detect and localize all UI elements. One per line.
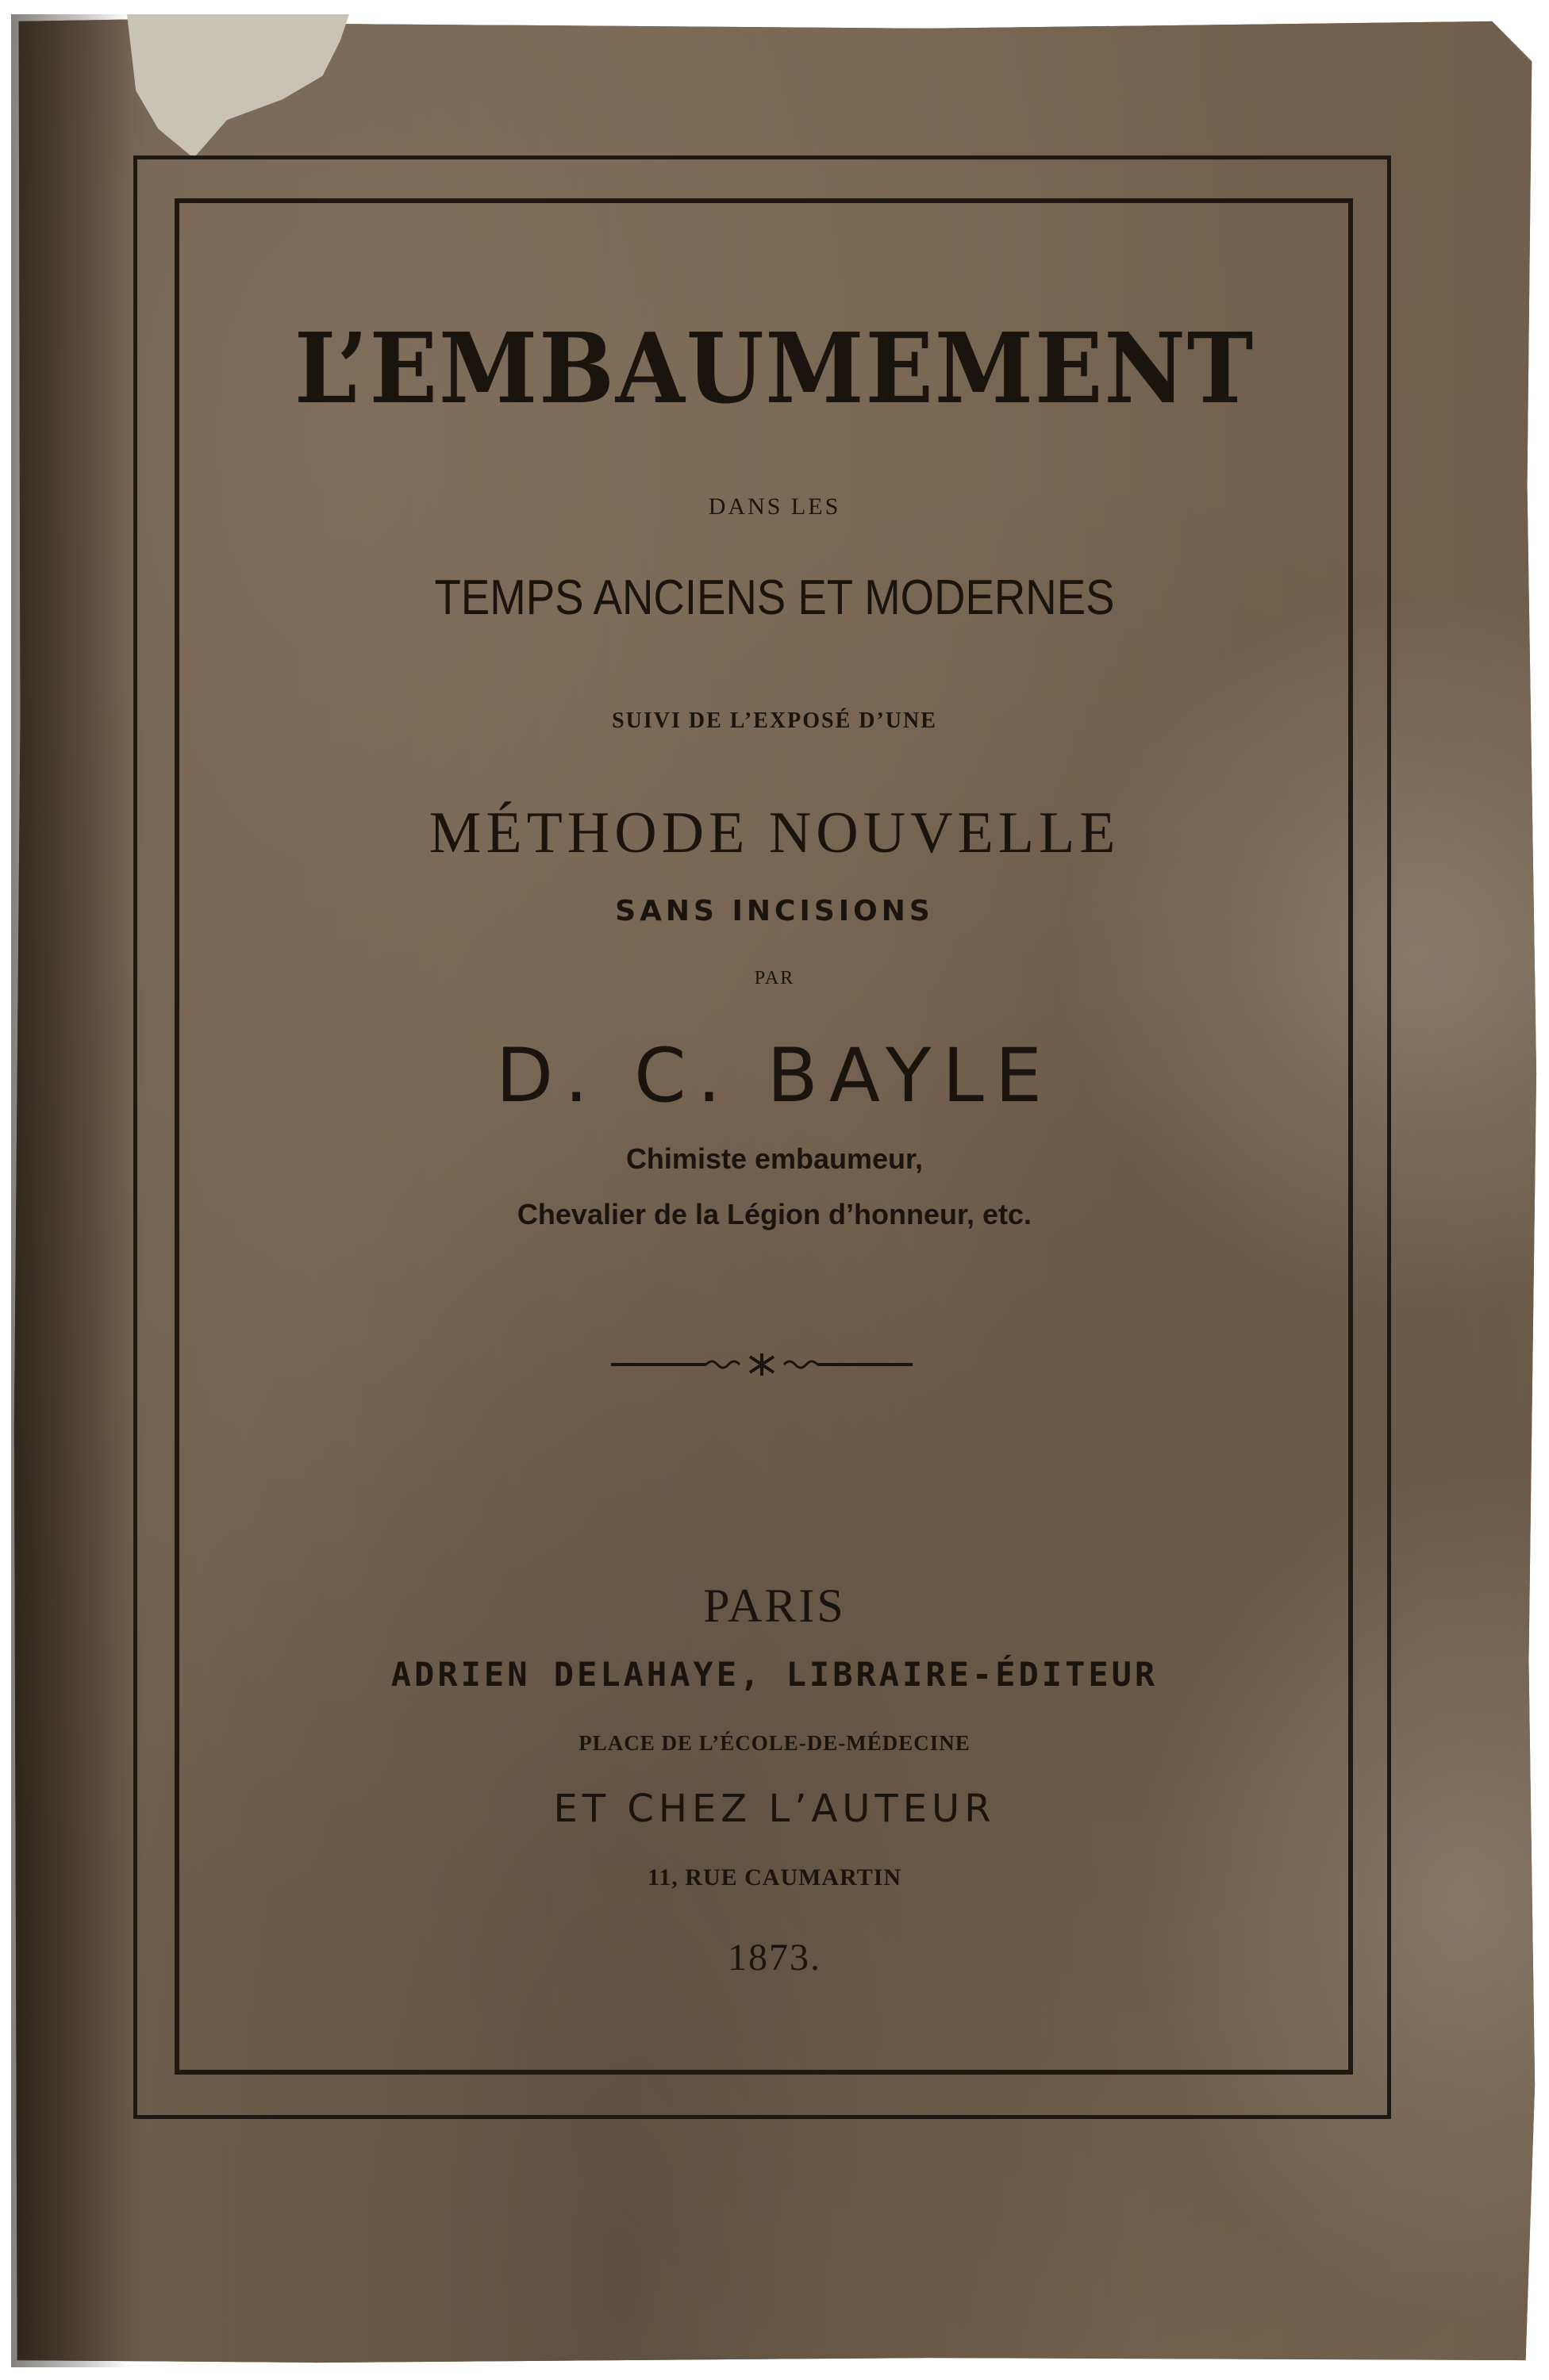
publication-year: 1873. xyxy=(728,1937,821,1979)
subtitle-suivi: SUIVI DE L’EXPOSÉ D’UNE xyxy=(612,708,937,733)
subtitle-dans-les: DANS LES xyxy=(708,493,841,520)
book-title: L’EMBAUMEMENT xyxy=(294,311,1255,425)
author-address: 11, RUE CAUMARTIN xyxy=(647,1864,902,1891)
ornament-divider xyxy=(603,1349,921,1380)
subtitle-methode: MÉTHODE NOUVELLE xyxy=(429,800,1120,866)
author-name: D. C. BAYLE xyxy=(495,1033,1054,1119)
also-at-author: ET CHEZ L’AUTEUR xyxy=(553,1787,996,1831)
publication-city: PARIS xyxy=(703,1580,846,1632)
author-role: Chimiste embaumeur, xyxy=(625,1142,924,1175)
publisher-address: PLACE DE L’ÉCOLE-DE-MÉDECINE xyxy=(578,1731,971,1755)
publisher-name: ADRIEN DELAHAYE, LIBRAIRE-ÉDITEUR xyxy=(390,1655,1159,1694)
subtitle-temps: TEMPS ANCIENS ET MODERNES xyxy=(434,570,1115,625)
author-honor: Chevalier de la Légion d’honneur, etc. xyxy=(517,1198,1032,1230)
subtitle-sans-incisions: SANS INCISIONS xyxy=(615,895,934,927)
by-label: PAR xyxy=(754,968,795,988)
